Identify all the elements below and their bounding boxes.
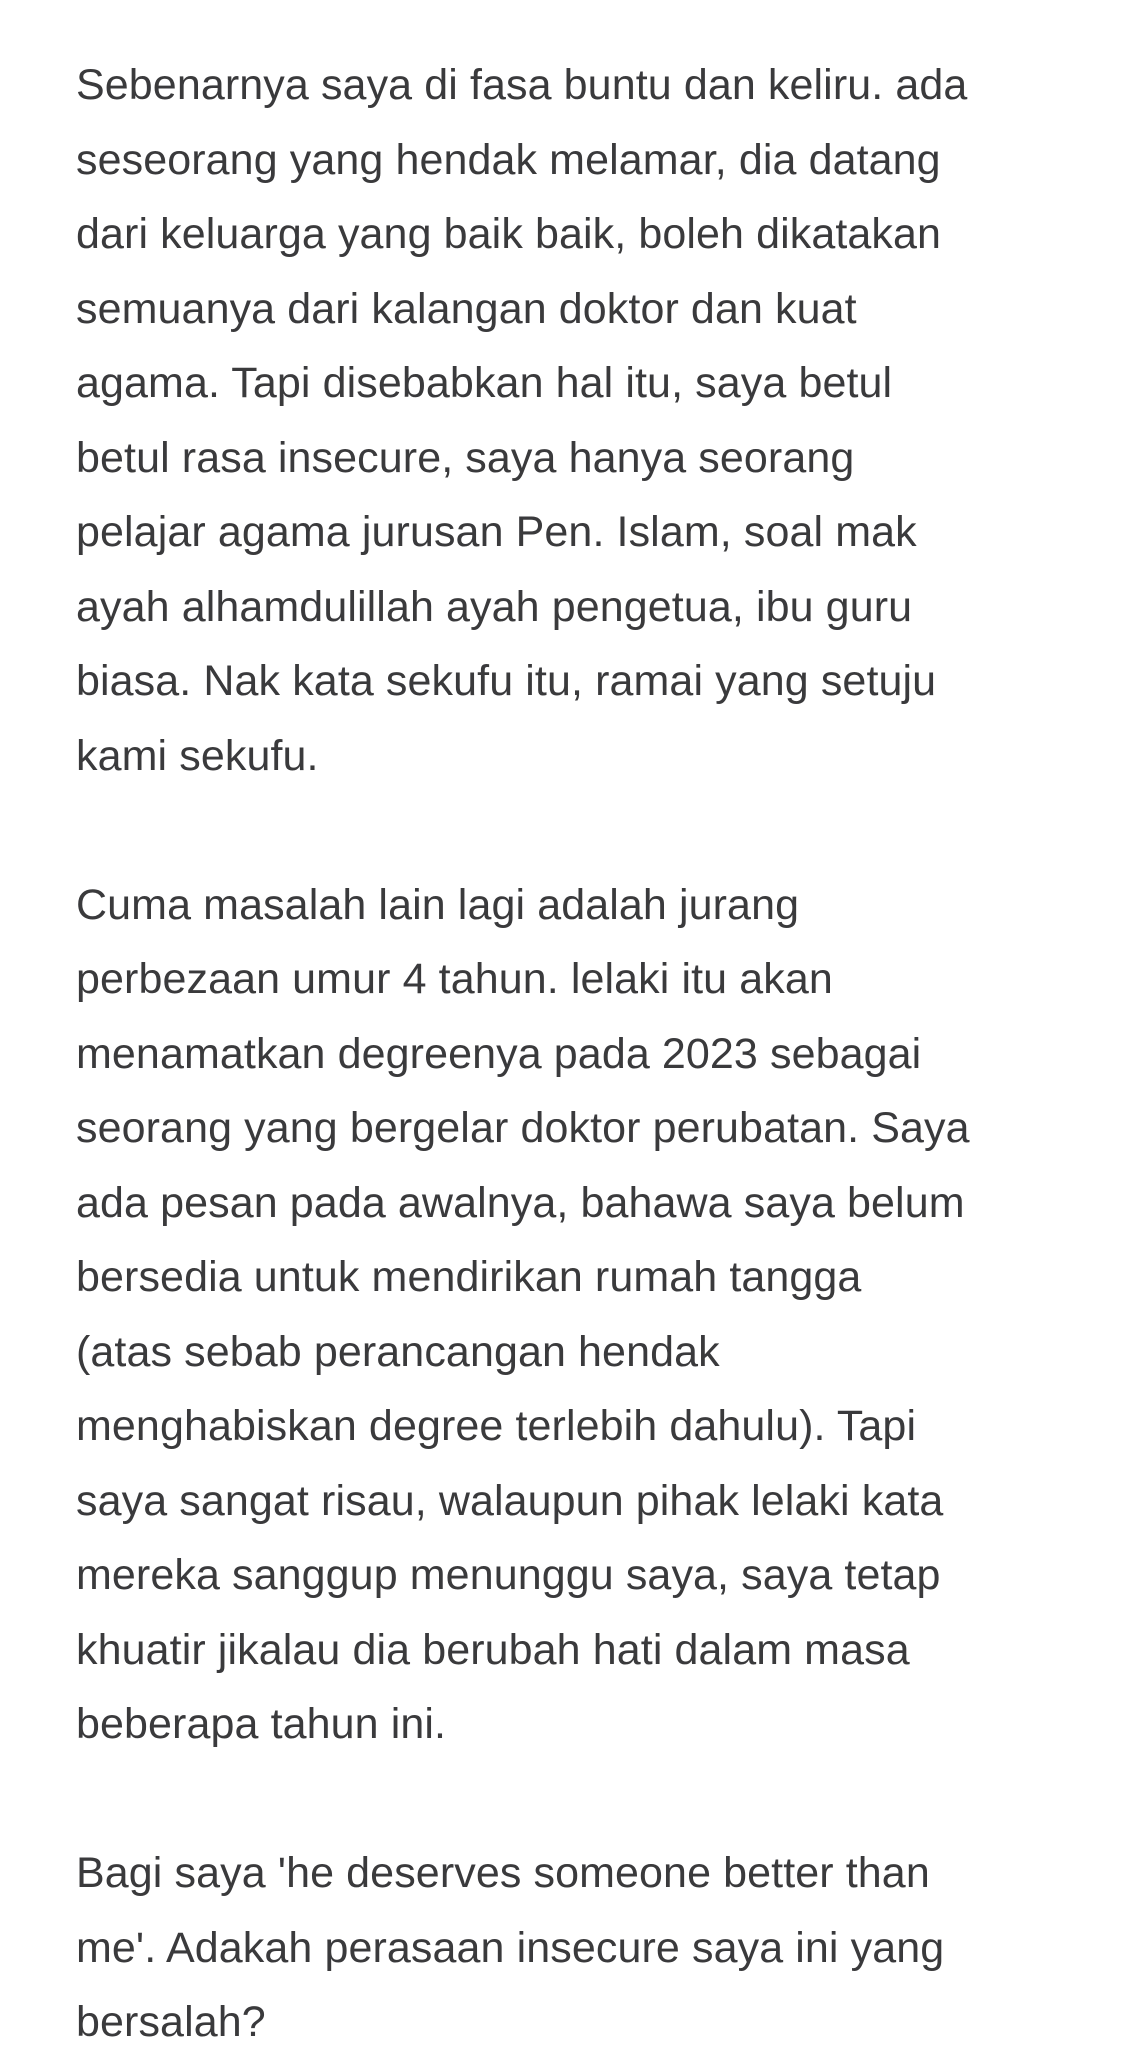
text-line: bersalah?: [76, 1998, 266, 2046]
text-line: (atas sebab perancangan hendak: [76, 1327, 720, 1376]
text-line: kami sekufu.: [76, 731, 319, 780]
text-line: beberapa tahun ini.: [76, 1700, 447, 1748]
text-line: biasa. Nak kata sekufu itu, ramai yang setuju: [76, 657, 937, 705]
text-line: khuatir jikalau dia berubah hati dalam masa: [76, 1625, 910, 1674]
text-line: betul rasa insecure, saya hanya seorang: [76, 433, 855, 482]
text-line: dari keluarga yang baik baik, boleh dikatakan: [76, 210, 942, 258]
text-line: ada pesan pada awalnya, bahawa saya belum: [76, 1178, 965, 1227]
note-body: [76, 48, 1086, 2060]
text-line: pelajar agama jurusan Pen. Islam, soal mak: [76, 508, 917, 556]
paragraph-1: [76, 48, 1086, 793]
text-line: me'. Adakah perasaan insecure saya ini yang: [76, 1923, 945, 1972]
text-line: ayah alhamdulillah ayah pengetua, ibu guru: [76, 582, 913, 631]
text-line: Cuma masalah lain lagi adalah jurang: [76, 880, 800, 929]
text-line: agama. Tapi disebabkan hal itu, saya betul: [76, 359, 893, 407]
text-line: Sebenarnya saya di fasa buntu dan keliru. ada: [76, 61, 968, 109]
text-line: Bagi saya 'he deserves someone better than: [76, 1849, 930, 1897]
text-line: semuanya dari kalangan doktor dan kuat: [76, 284, 857, 333]
paragraph-2: [76, 868, 1086, 1762]
text-line: mereka sanggup menunggu saya, saya tetap: [76, 1551, 941, 1599]
text-line: perbezaan umur 4 tahun. lelaki itu akan: [76, 955, 833, 1003]
text-line: bersedia untuk mendirikan rumah tangga: [76, 1253, 862, 1301]
paragraph-3: [76, 1836, 1086, 2060]
text-line: menamatkan degreenya pada 2023 sebagai: [76, 1029, 922, 1078]
text-line: saya sangat risau, walaupun pihak lelaki kata: [76, 1476, 944, 1525]
text-line: seseorang yang hendak melamar, dia datang: [76, 135, 941, 184]
text-line: menghabiskan degree terlebih dahulu). Tapi: [76, 1402, 917, 1450]
text-line: seorang yang bergelar doktor perubatan. Saya: [76, 1104, 970, 1152]
